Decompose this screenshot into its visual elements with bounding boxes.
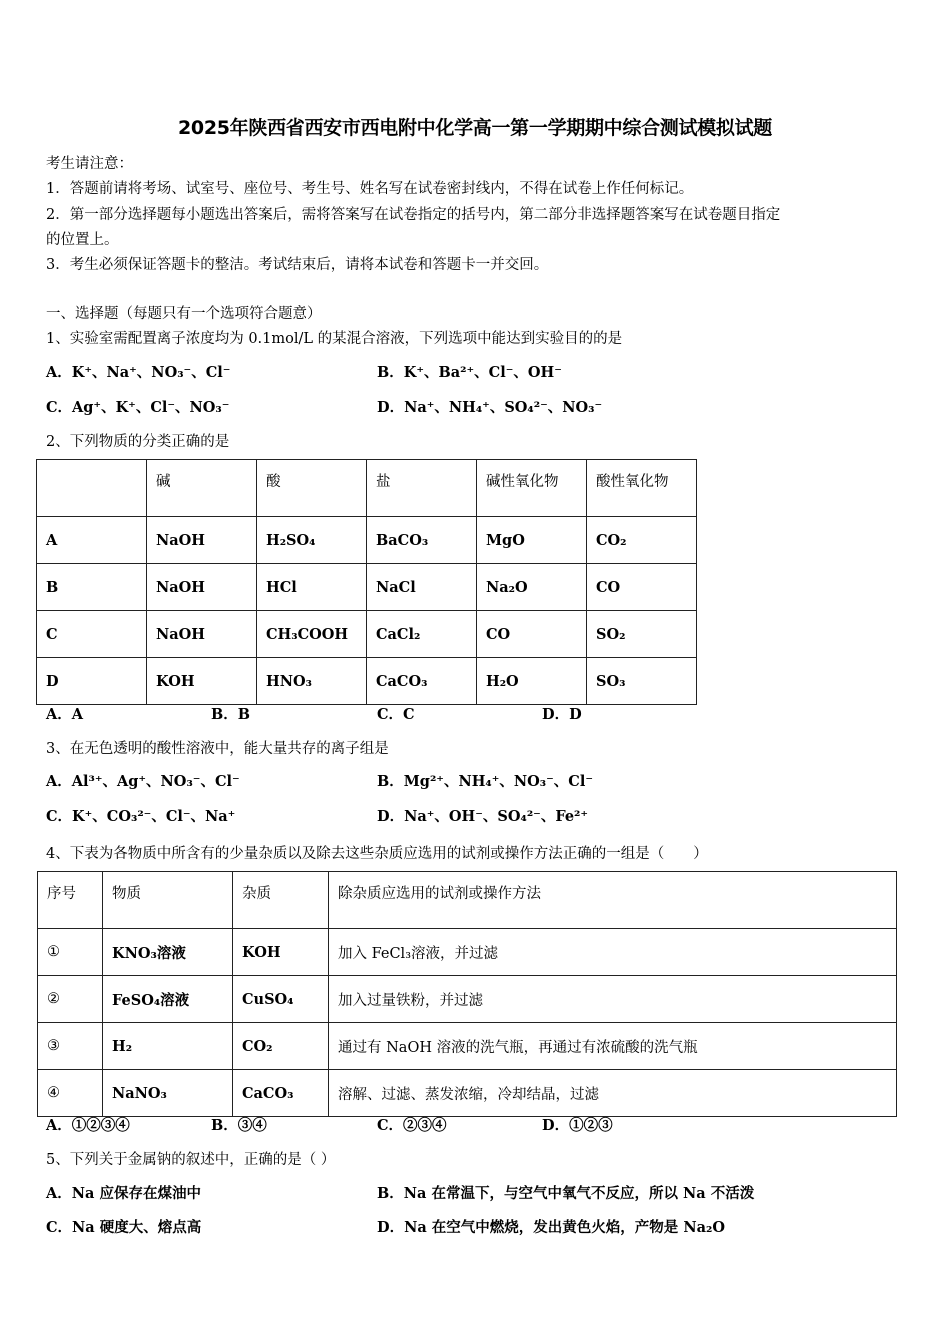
q1-option-a: A．K⁺、Na⁺、NO₃⁻、Cl⁻ xyxy=(46,364,231,381)
table-cell: NaCl xyxy=(367,564,477,611)
q2-option-d: D．D xyxy=(542,706,582,723)
table-cell: H₂O xyxy=(477,658,587,705)
q3-option-d: D．Na⁺、OH⁻、SO₄²⁻、Fe²⁺ xyxy=(377,808,589,825)
table-cell: FeSO₄溶液 xyxy=(103,976,233,1023)
table-cell: 通过有 NaOH 溶液的洗气瓶，再通过有浓硫酸的洗气瓶 xyxy=(329,1023,897,1070)
table-cell: HCl xyxy=(257,564,367,611)
table-cell: KOH xyxy=(233,929,329,976)
question-3-stem: 3、在无色透明的酸性溶液中，能大量共存的离子组是 xyxy=(46,741,389,757)
table-cell: NaNO₃ xyxy=(103,1070,233,1117)
q1-option-c: C．Ag⁺、K⁺、Cl⁻、NO₃⁻ xyxy=(46,399,230,416)
question-4-stem: 4、下表为各物质中所含有的少量杂质以及除去这些杂质应选用的试剂或操作方法正确的一组是（ ） xyxy=(46,846,708,862)
q5-option-c: C．Na 硬度大、熔点高 xyxy=(46,1219,202,1236)
q2-option-c: C．C xyxy=(377,706,415,723)
page-title: 2025年陕西省西安市西电附中化学高一第一学期期中综合测试模拟试题 xyxy=(178,117,772,139)
table-cell: D xyxy=(37,658,147,705)
table-header-cell: 酸 xyxy=(257,460,367,517)
table-cell: KOH xyxy=(147,658,257,705)
table-row xyxy=(37,658,697,705)
table-cell: ③ xyxy=(38,1023,103,1070)
table-cell: NaOH xyxy=(147,517,257,564)
notice-heading: 考生请注意： xyxy=(46,156,133,172)
table-cell: BaCO₃ xyxy=(367,517,477,564)
section-heading: 一、选择题（每题只有一个选项符合题意） xyxy=(46,306,322,322)
table-header-cell: 盐 xyxy=(367,460,477,517)
q3-option-a: A．Al³⁺、Ag⁺、NO₃⁻、Cl⁻ xyxy=(46,773,240,790)
q5-option-a: A．Na 应保存在煤油中 xyxy=(46,1185,201,1202)
q4-option-b: B．③④ xyxy=(211,1117,267,1134)
table-cell: CO xyxy=(477,611,587,658)
table-cell: NaOH xyxy=(147,611,257,658)
q3-option-b: B．Mg²⁺、NH₄⁺、NO₃⁻、Cl⁻ xyxy=(377,773,593,790)
table-header-row xyxy=(38,872,897,929)
table-row xyxy=(38,976,897,1023)
table-header-cell: 除杂质应选用的试剂或操作方法 xyxy=(329,872,897,929)
notice-item-3: 3．考生必须保证答题卡的整洁。考试结束后，请将本试卷和答题卡一并交回。 xyxy=(46,257,549,273)
table-cell: CO₂ xyxy=(233,1023,329,1070)
table-cell: SO₃ xyxy=(587,658,697,705)
table-cell: ① xyxy=(38,929,103,976)
table-header-row xyxy=(37,460,697,517)
table-header-cell: 杂质 xyxy=(233,872,329,929)
table-cell: A xyxy=(37,517,147,564)
q1-option-b: B．K⁺、Ba²⁺、Cl⁻、OH⁻ xyxy=(377,364,562,381)
impurity-table xyxy=(37,871,897,1117)
notice-item-1: 1．答题前请将考场、试室号、座位号、考生号、姓名写在试卷密封线内，不得在试卷上作任何标记。 xyxy=(46,181,694,197)
q5-option-b: B．Na 在常温下，与空气中氧气不反应，所以 Na 不活泼 xyxy=(377,1185,755,1202)
q4-option-a: A．①②③④ xyxy=(46,1117,130,1134)
table-cell: CaCl₂ xyxy=(367,611,477,658)
table-header-cell: 碱 xyxy=(147,460,257,517)
q4-option-c: C．②③④ xyxy=(377,1117,447,1134)
table-cell: NaOH xyxy=(147,564,257,611)
q4-option-d: D．①②③ xyxy=(542,1117,613,1134)
table-header-cell: 物质 xyxy=(103,872,233,929)
table-row xyxy=(38,929,897,976)
table-header-cell: 碱性氧化物 xyxy=(477,460,587,517)
table-cell: HNO₃ xyxy=(257,658,367,705)
table-row xyxy=(37,611,697,658)
table-cell: C xyxy=(37,611,147,658)
table-header-cell: 序号 xyxy=(38,872,103,929)
table-row xyxy=(37,564,697,611)
table-cell: 加入过量铁粉，并过滤 xyxy=(329,976,897,1023)
table-cell: 溶解、过滤、蒸发浓缩，冷却结晶，过滤 xyxy=(329,1070,897,1117)
table-row xyxy=(38,1070,897,1117)
table-cell: CaCO₃ xyxy=(233,1070,329,1117)
notice-item-2: 2．第一部分选择题每小题选出答案后，需将答案写在试卷指定的括号内，第二部分非选择题答案写在试卷题目指定 xyxy=(46,207,781,223)
table-cell: MgO xyxy=(477,517,587,564)
table-cell: H₂SO₄ xyxy=(257,517,367,564)
notice-item-2-cont: 的位置上。 xyxy=(46,232,119,248)
table-cell: CuSO₄ xyxy=(233,976,329,1023)
question-2-stem: 2、下列物质的分类正确的是 xyxy=(46,434,230,450)
question-1-stem: 1、实验室需配置离子浓度均为 0.1mol/L 的某混合溶液，下列选项中能达到实验目的的是 xyxy=(46,331,623,347)
table-cell: ④ xyxy=(38,1070,103,1117)
table-cell: SO₂ xyxy=(587,611,697,658)
table-cell: B xyxy=(37,564,147,611)
table-cell: 加入 FeCl₃溶液，并过滤 xyxy=(329,929,897,976)
table-cell: CO xyxy=(587,564,697,611)
table-header-cell xyxy=(37,460,147,517)
question-5-stem: 5、下列关于金属钠的叙述中，正确的是（ ） xyxy=(46,1152,336,1168)
table-row xyxy=(38,1023,897,1070)
table-cell: ② xyxy=(38,976,103,1023)
table-cell: CO₂ xyxy=(587,517,697,564)
q2-option-a: A．A xyxy=(46,706,84,723)
table-row xyxy=(37,517,697,564)
table-cell: CH₃COOH xyxy=(257,611,367,658)
table-cell: KNO₃溶液 xyxy=(103,929,233,976)
q5-option-d: D．Na 在空气中燃烧，发出黄色火焰，产物是 Na₂O xyxy=(377,1219,725,1236)
table-cell: Na₂O xyxy=(477,564,587,611)
table-header-cell: 酸性氧化物 xyxy=(587,460,697,517)
table-cell: CaCO₃ xyxy=(367,658,477,705)
classification-table xyxy=(36,459,697,705)
q3-option-c: C．K⁺、CO₃²⁻、Cl⁻、Na⁺ xyxy=(46,808,236,825)
q2-option-b: B．B xyxy=(211,706,251,723)
table-cell: H₂ xyxy=(103,1023,233,1070)
q1-option-d: D．Na⁺、NH₄⁺、SO₄²⁻、NO₃⁻ xyxy=(377,399,603,416)
